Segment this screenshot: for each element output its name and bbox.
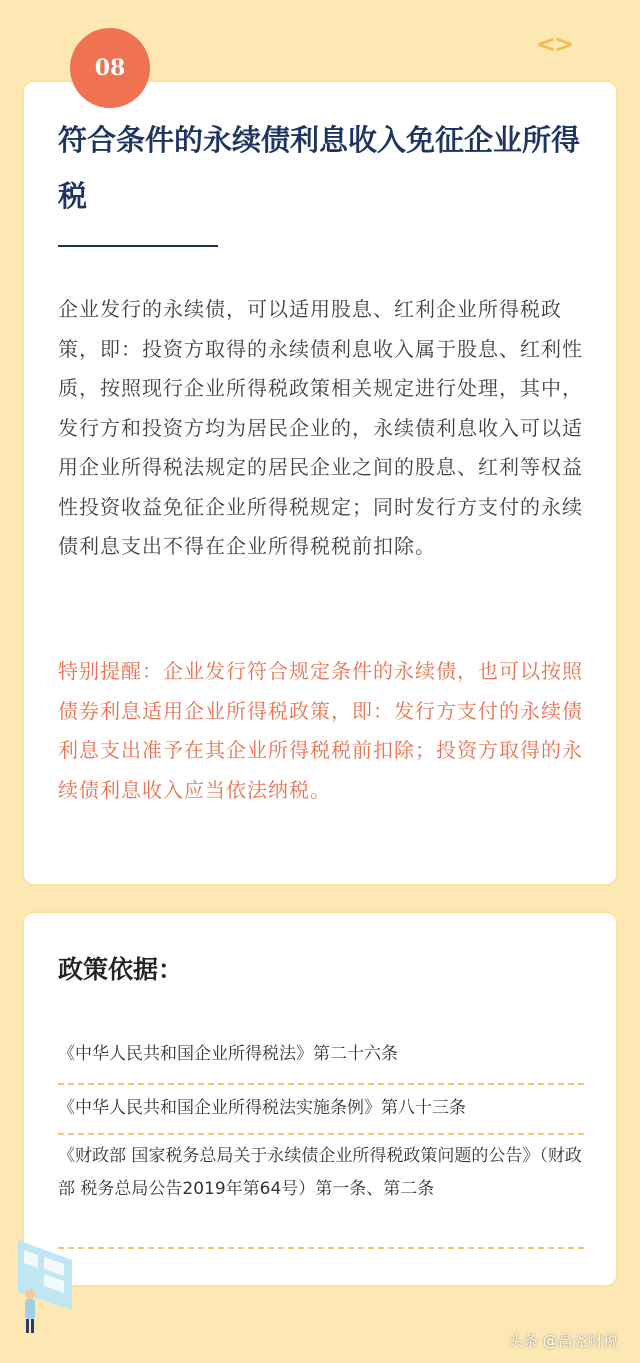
- title-underline: [58, 245, 218, 247]
- section-number-badge: 08: [70, 28, 150, 108]
- body-paragraph: 企业发行的永续债，可以适用股息、红利企业所得税政策，即：投资方取得的永续债利息收入属于股息、红利性质，按照现行企业所得税政策相关规定进行处理，其中，发行方和投资方均为居民企业的，永续债利息收入可以适用企业所得税法规定的居民企业之间的股息、红利等权益性投资收益免征企业所得税规定；同时发行方支付的永续债利息支出不得在企业所得税税前扣除。: [58, 297, 583, 558]
- policy-item: 《财政部 国家税务总局关于永续债企业所得税政策问题的公告》（财政部 税务总局公告2019年第64号）第一条、第二条: [58, 1146, 582, 1199]
- dashed-divider: [58, 1247, 584, 1249]
- dashed-divider: [58, 1083, 584, 1085]
- special-reminder-paragraph: 特别提醒：企业发行符合规定条件的永续债，也可以按照债券利息适用企业所得税政策，即：发行方支付的永续债利息支出准予在其企业所得税税前扣除；投资方取得的永续债利息收入应当依法纳税。: [58, 659, 583, 802]
- code-brackets-icon: <>: [536, 30, 573, 58]
- watermark: 头条 @昌尧财税: [508, 1332, 618, 1350]
- policy-item: 《中华人民共和国企业所得税法实施条例》第八十三条: [58, 1098, 466, 1118]
- dashed-divider: [58, 1133, 584, 1135]
- policy-item: 《中华人民共和国企业所得税法》第二十六条: [58, 1044, 398, 1064]
- whiteboard-person-illustration: [10, 1232, 90, 1342]
- policy-heading: 政策依据：: [58, 955, 184, 984]
- page-title: 符合条件的永续债利息收入免征企业所得税: [58, 123, 581, 213]
